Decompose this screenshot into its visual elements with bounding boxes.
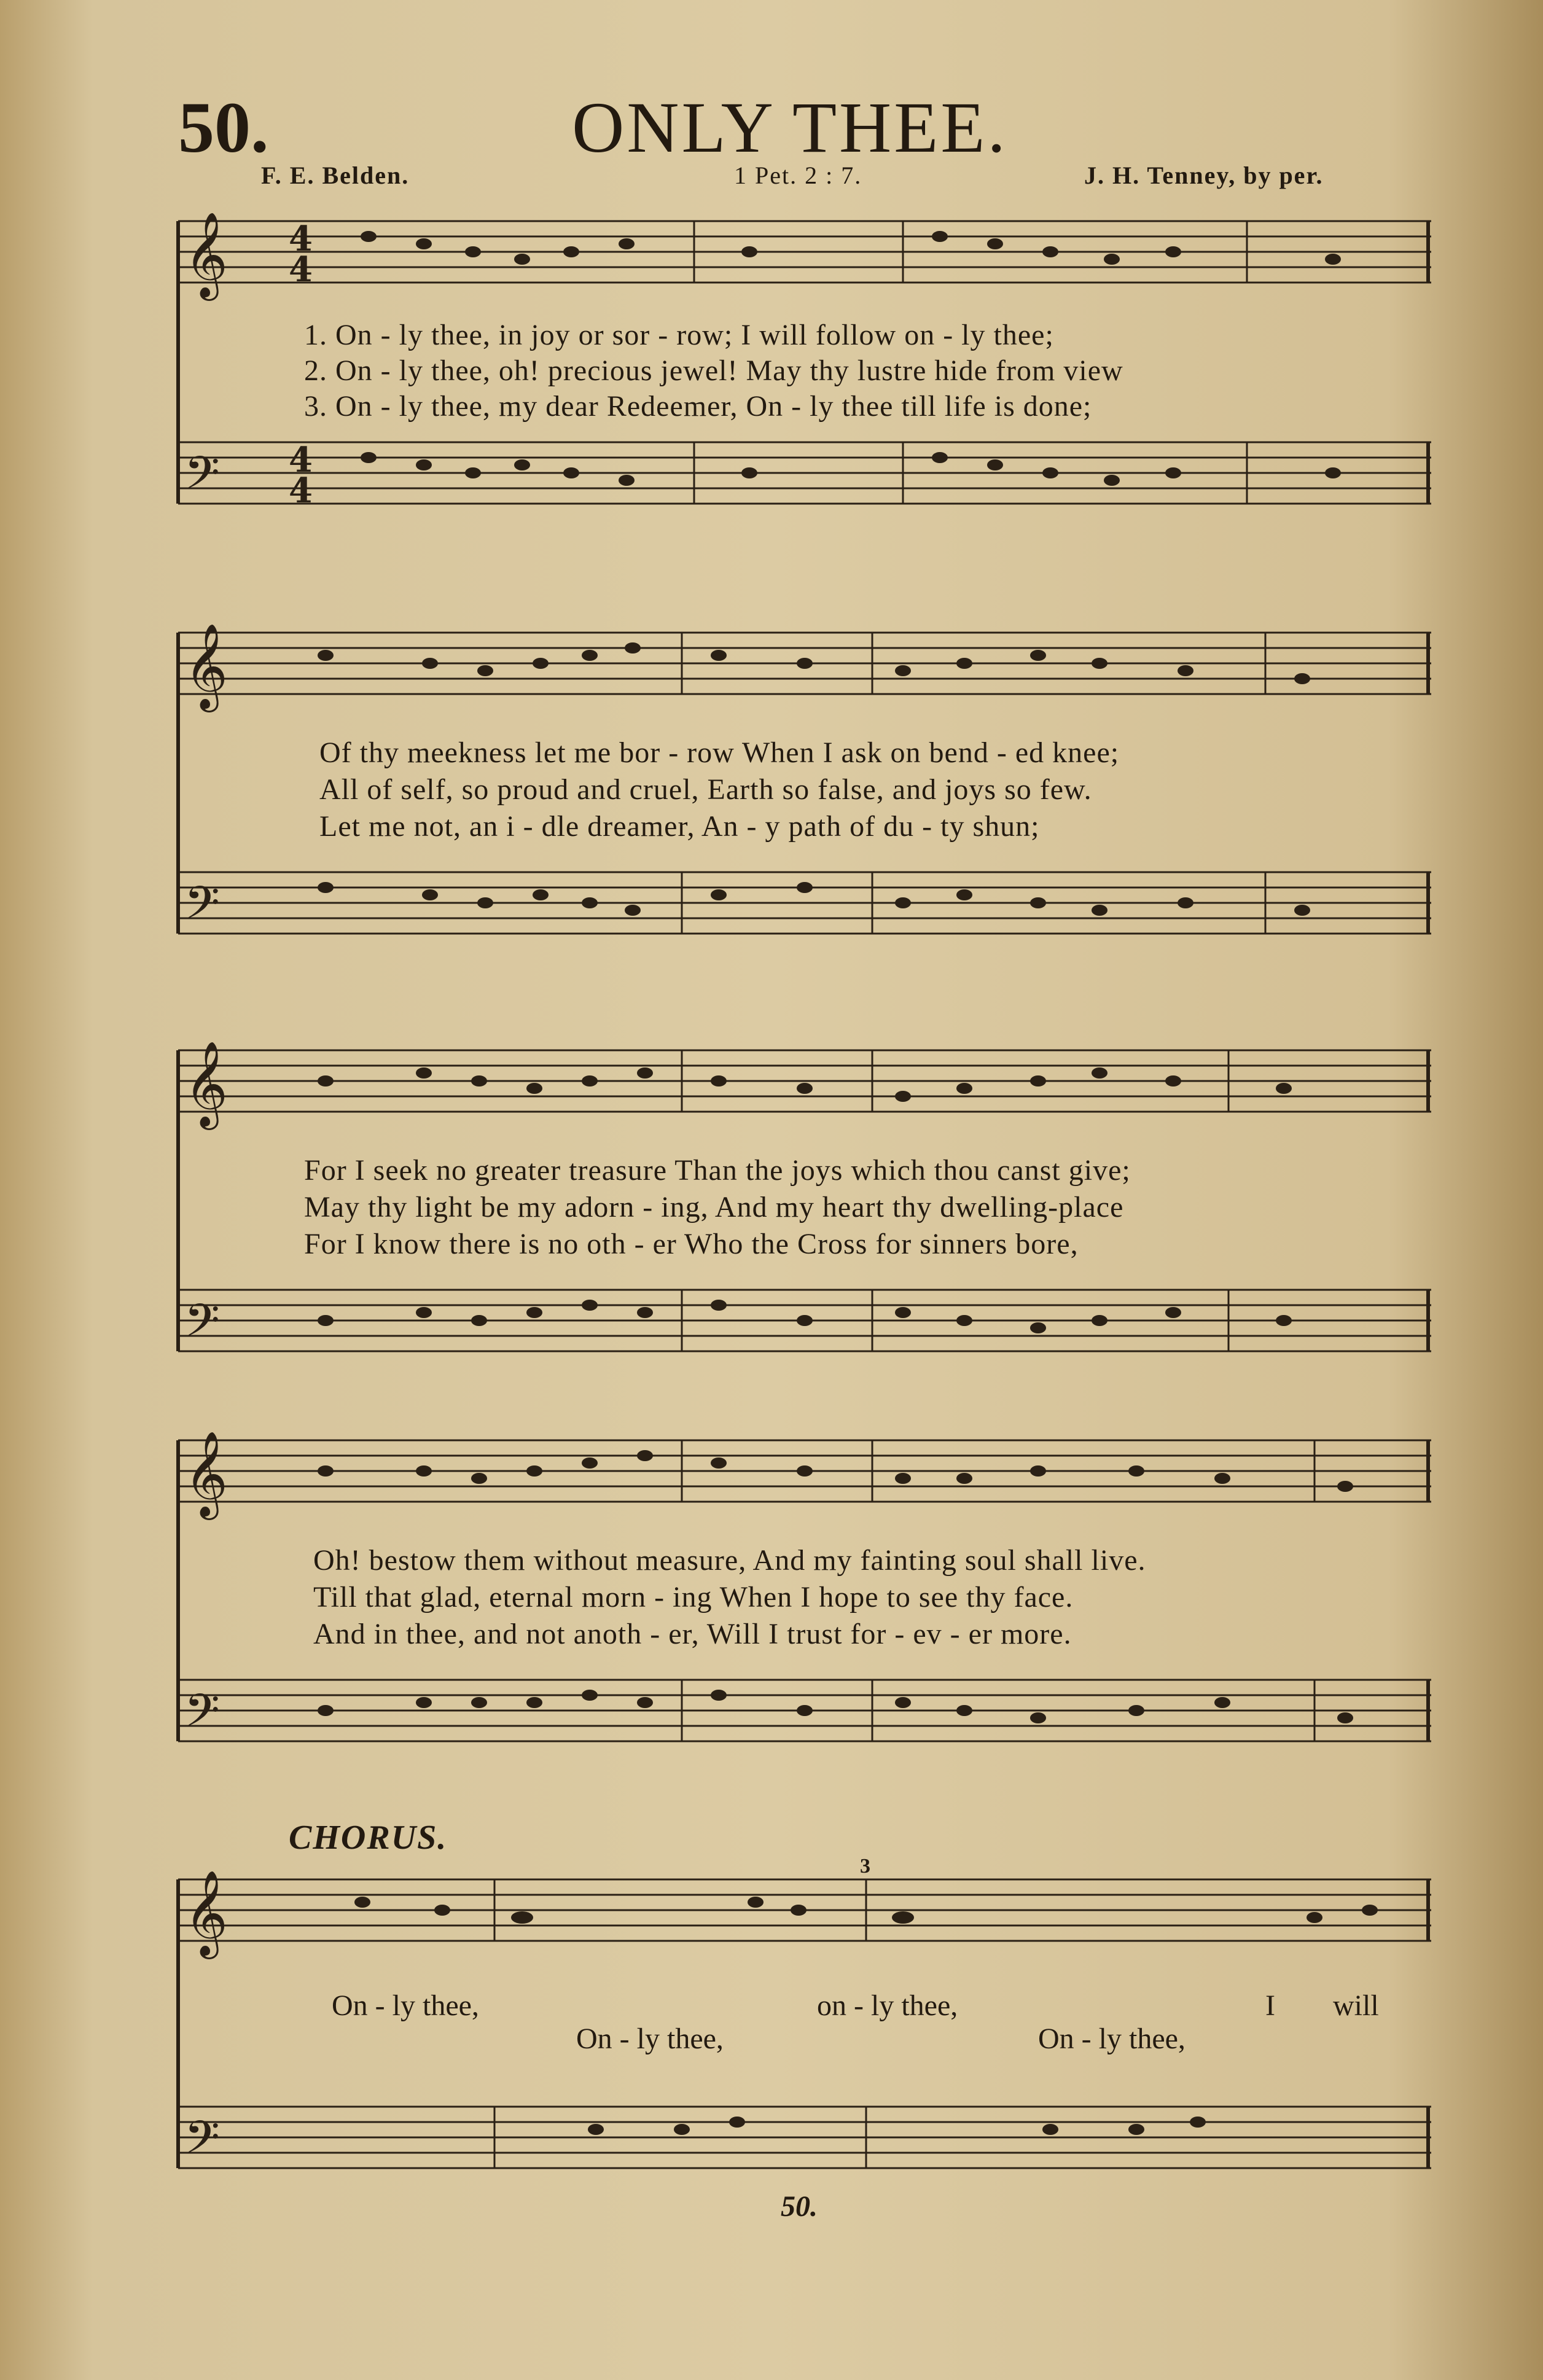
svg-text:𝄞: 𝄞	[184, 1870, 228, 1956]
music-system-3	[166, 1032, 1431, 1413]
verse-line-2: May thy light be my adorn - ing, And my heart thy dwelling-place	[304, 1191, 1124, 1223]
svg-text:𝄢: 𝄢	[184, 1684, 220, 1749]
chorus-staff-notation	[166, 1855, 1431, 2199]
svg-text:4: 4	[289, 249, 313, 290]
hymn-title: ONLY THEE.	[572, 87, 1008, 168]
chorus-upper-lyric-4: will	[1333, 1989, 1379, 2022]
tuplet-mark: 3	[860, 1855, 870, 1878]
svg-text:𝄢: 𝄢	[184, 876, 220, 941]
chorus-upper-lyric-2: on - ly thee,	[817, 1989, 958, 2022]
music-system-2	[166, 614, 1431, 995]
svg-text:4: 4	[289, 470, 313, 511]
verse-line-2: Till that glad, eternal morn - ing When I hope to see thy face.	[313, 1581, 1074, 1613]
chorus-upper-lyric-3: I	[1265, 1989, 1275, 2022]
chorus-lower-lyric-1: On - ly thee,	[576, 2023, 724, 2055]
verse-line-3: 3. On - ly thee, my dear Redeemer, On - ly thee till life is done;	[304, 390, 1092, 423]
music-system-4	[166, 1422, 1431, 1803]
page-number: 50.	[781, 2190, 818, 2223]
chorus-label: CHORUS.	[289, 1819, 448, 1857]
svg-text:𝄞: 𝄞	[184, 1431, 228, 1516]
chorus-system	[166, 1855, 1431, 2199]
verse-line-2: 2. On - ly thee, oh! precious jewel! May thy lustre hide from view	[304, 354, 1123, 387]
chorus-lower-lyric-2: On - ly thee,	[1038, 2023, 1186, 2055]
svg-text:4: 4	[289, 219, 313, 259]
music-system-1	[166, 203, 1431, 547]
svg-text:4: 4	[289, 440, 313, 480]
verse-line-2: All of self, so proud and cruel, Earth so false, and joys so few.	[319, 773, 1092, 806]
lyricist-credit: F. E. Belden.	[261, 162, 410, 189]
scripture-reference: 1 Pet. 2 : 7.	[734, 162, 862, 189]
composer-credit: J. H. Tenney, by per.	[1084, 162, 1324, 189]
verse-line-3: And in thee, and not anoth - er, Will I trust for - ev - er more.	[313, 1618, 1072, 1650]
svg-text:𝄞: 𝄞	[184, 1041, 228, 1126]
svg-text:𝄞: 𝄞	[184, 623, 228, 709]
svg-text:𝄞: 𝄞	[184, 212, 228, 297]
verse-line-3: For I know there is no oth - er Who the Cross for sinners bore,	[304, 1228, 1079, 1260]
svg-text:𝄢: 𝄢	[184, 447, 220, 511]
verse-line-1: Oh! bestow them without measure, And my fainting soul shall live.	[313, 1544, 1146, 1577]
verse-line-1: 1. On - ly thee, in joy or sor - row; I will follow on - ly thee;	[304, 319, 1054, 351]
verse-line-3: Let me not, an i - dle dreamer, An - y path of du - ty shun;	[319, 810, 1040, 843]
verse-line-1: For I seek no greater treasure Than the joys which thou canst give;	[304, 1154, 1131, 1187]
svg-text:𝄢: 𝄢	[184, 2111, 220, 2175]
verse-line-1: Of thy meekness let me bor - row When I ask on bend - ed knee;	[319, 736, 1120, 769]
chorus-upper-lyric-1: On - ly thee,	[332, 1989, 479, 2022]
hymn-number: 50.	[178, 87, 269, 168]
svg-text:𝄢: 𝄢	[184, 1294, 220, 1359]
